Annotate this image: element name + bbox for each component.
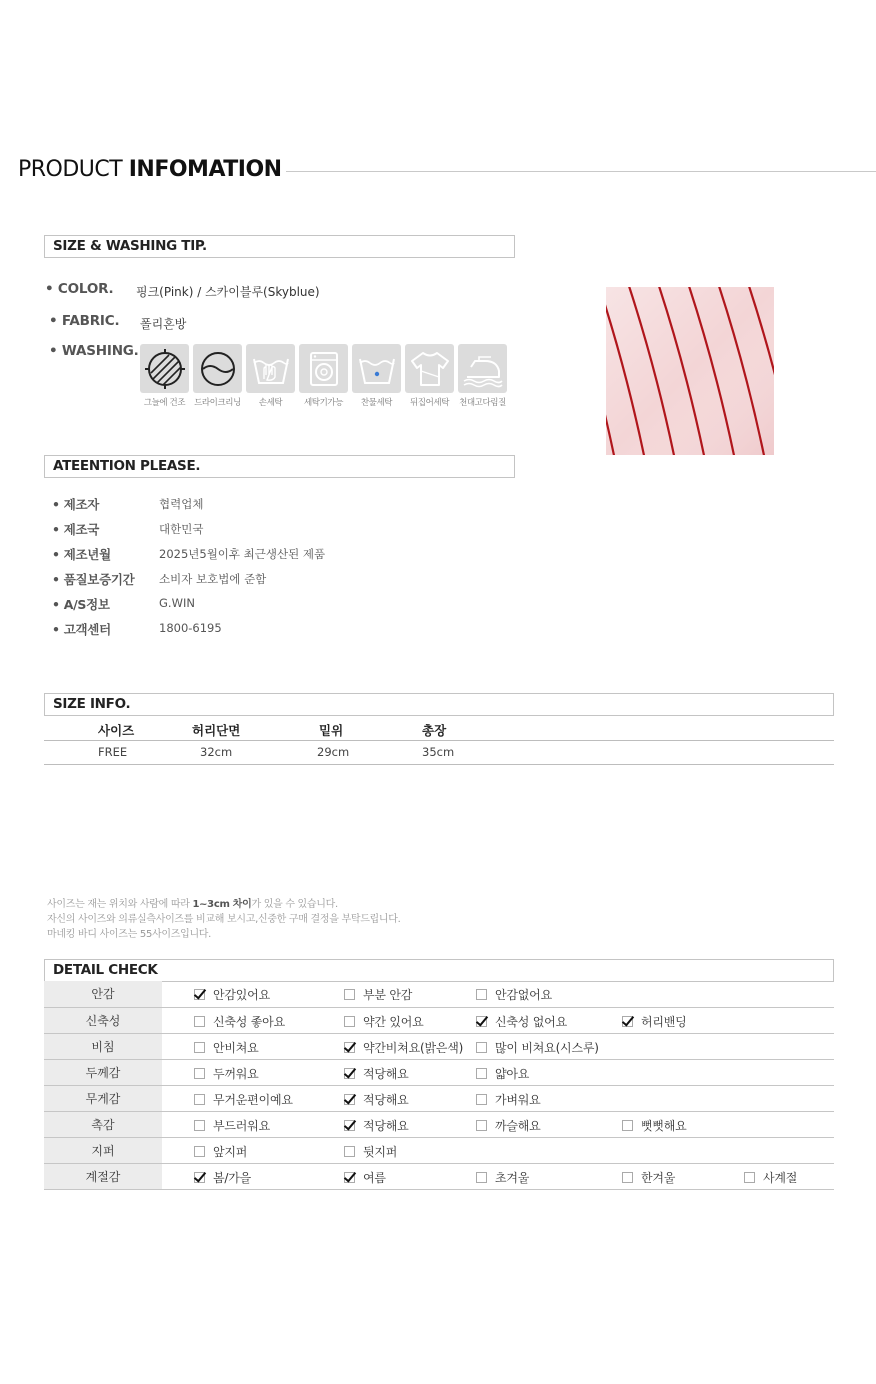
detail-check-row — [44, 1059, 834, 1085]
detail-check-option[interactable] — [194, 1091, 293, 1108]
note-emphasis: 1~3cm 차이 — [192, 899, 252, 910]
size-col-header: 허리단면 — [192, 723, 241, 738]
wash-caption: 그늘에 건조 — [143, 398, 186, 408]
detail-check-option-label: 부드러워요 — [213, 1118, 270, 1133]
detail-check-label: 지퍼 — [44, 1137, 162, 1163]
detail-check-label: 계절감 — [44, 1163, 162, 1189]
attention-value: 협력업체 — [159, 497, 204, 511]
detail-check-options — [162, 1111, 834, 1137]
attention-label: • 품질보증기간 — [52, 572, 135, 587]
size-note-line: 마네킹 바디 사이즈는 55사이즈입니다. — [47, 929, 212, 940]
detail-check-options — [162, 981, 834, 1007]
wash-caption: 찬물세탁 — [360, 398, 393, 408]
checkbox-empty-icon[interactable] — [622, 1120, 633, 1131]
washing-icon-list — [140, 344, 507, 408]
detail-check-option-label: 사계절 — [763, 1170, 798, 1185]
page-title-bold: INFOMATION — [128, 157, 282, 182]
detail-check-row — [44, 981, 834, 1007]
detail-check-option[interactable] — [476, 1117, 541, 1134]
size-info-heading: SIZE INFO. — [44, 693, 834, 716]
checkbox-empty-icon[interactable] — [344, 1016, 355, 1027]
checkbox-checked-icon[interactable] — [344, 1094, 355, 1105]
checkbox-checked-icon[interactable] — [344, 1120, 355, 1131]
checkbox-checked-icon[interactable] — [194, 1172, 205, 1183]
size-cell: 35cm — [422, 745, 455, 759]
detail-check-option-label: 신축성 좋아요 — [213, 1014, 285, 1029]
detail-check-option-label: 안감없어요 — [495, 988, 552, 1002]
checkbox-checked-icon[interactable] — [476, 1016, 487, 1027]
size-table — [44, 717, 834, 765]
checkbox-empty-icon[interactable] — [194, 1068, 205, 1079]
detail-check-option[interactable] — [194, 1169, 251, 1186]
size-col-header: 밑위 — [319, 723, 344, 738]
checkbox-empty-icon[interactable] — [476, 1172, 487, 1183]
detail-check-option-label: 부분 안감 — [363, 988, 413, 1002]
detail-check-option[interactable] — [344, 1117, 409, 1134]
cold-wash-icon — [352, 344, 401, 393]
detail-check-option[interactable] — [194, 986, 270, 1003]
detail-check-heading: DETAIL CHECK — [44, 959, 834, 982]
attention-value: 2025년5월이후 최근생산된 제품 — [159, 547, 326, 561]
detail-check-option-label: 앞지퍼 — [213, 1144, 248, 1159]
detail-check-option[interactable] — [622, 1117, 687, 1134]
size-table-row — [44, 741, 834, 765]
detail-check-row — [44, 1163, 834, 1189]
checkbox-empty-icon[interactable] — [476, 1094, 487, 1105]
detail-check-option[interactable] — [344, 1091, 409, 1108]
detail-check-option-label: 많이 비쳐요(시스루) — [495, 1040, 599, 1055]
wash-item-shade-dry — [140, 344, 189, 408]
page-title — [18, 157, 282, 182]
attention-label: • 제조자 — [52, 497, 100, 512]
dry-clean-icon — [193, 344, 242, 393]
checkbox-checked-icon[interactable] — [194, 989, 205, 1000]
attention-section-heading: ATEENTION PLEASE. — [44, 455, 515, 478]
size-col-header: 총장 — [422, 723, 447, 738]
detail-check-option-label: 신축성 없어요 — [495, 1014, 567, 1029]
size-notes — [47, 897, 401, 942]
detail-check-option-label: 두꺼워요 — [213, 1066, 259, 1081]
color-label: • COLOR. — [45, 281, 114, 297]
detail-check-option[interactable] — [476, 1091, 541, 1108]
detail-check-option[interactable] — [622, 1169, 675, 1186]
detail-check-option-label: 약간 있어요 — [363, 1014, 424, 1029]
wash-caption: 세탁기가능 — [303, 398, 344, 408]
detail-check-options — [162, 1137, 834, 1163]
attention-value: 대한민국 — [159, 522, 204, 536]
detail-check-option[interactable] — [194, 1117, 270, 1134]
wash-item-dry-clean — [193, 344, 242, 408]
attention-label: • A/S정보 — [52, 597, 110, 612]
detail-check-option-label: 뒷지퍼 — [363, 1144, 398, 1159]
detail-check-table — [44, 981, 834, 1190]
detail-check-options — [162, 1163, 834, 1189]
attention-label: • 제조국 — [52, 522, 100, 537]
detail-check-option[interactable] — [344, 986, 412, 1003]
detail-check-option-label: 적당해요 — [363, 1066, 409, 1081]
detail-check-label: 무게감 — [44, 1085, 162, 1111]
detail-check-option-label: 얇아요 — [495, 1066, 530, 1081]
checkbox-empty-icon[interactable] — [344, 989, 355, 1000]
detail-check-label: 촉감 — [44, 1111, 162, 1137]
detail-check-options — [162, 1059, 834, 1085]
size-cell: 29cm — [317, 745, 350, 759]
detail-check-option[interactable] — [344, 1039, 463, 1056]
detail-check-option[interactable] — [622, 1013, 687, 1030]
size-table-header — [44, 717, 834, 741]
detail-check-option[interactable] — [344, 1169, 386, 1186]
wash-item-inside-out — [405, 344, 454, 408]
size-note-line: 자신의 사이즈와 의류실측사이즈를 비교해 보시고,신중한 구매 결정을 부탁드립니다. — [47, 914, 401, 925]
detail-check-options — [162, 1007, 834, 1033]
attention-value: G.WIN — [159, 596, 195, 610]
hand-wash-icon — [246, 344, 295, 393]
detail-check-option[interactable] — [344, 1065, 409, 1082]
detail-check-option-label: 약간비쳐요(밝은색) — [363, 1040, 464, 1055]
detail-check-option-label: 뻣뻣해요 — [641, 1118, 687, 1133]
wash-item-machine-wash — [299, 344, 348, 408]
detail-check-option-label: 봄/가을 — [213, 1170, 252, 1185]
detail-check-option[interactable] — [194, 1143, 247, 1160]
note-text: 사이즈는 재는 위치와 사람에 따라 — [47, 899, 193, 910]
title-divider — [286, 171, 876, 172]
wash-caption: 뒤집어세탁 — [409, 398, 450, 408]
detail-check-label: 안감 — [44, 981, 162, 1007]
detail-check-option[interactable] — [476, 1039, 599, 1056]
attention-value: 1800-6195 — [159, 621, 222, 635]
checkbox-empty-icon[interactable] — [476, 1042, 487, 1053]
washing-section-heading: SIZE & WASHING TIP. — [44, 235, 515, 258]
detail-check-option[interactable] — [344, 1143, 397, 1160]
detail-check-option[interactable] — [476, 1065, 529, 1082]
checkbox-empty-icon[interactable] — [194, 1016, 205, 1027]
checkbox-empty-icon[interactable] — [744, 1172, 755, 1183]
checkbox-empty-icon[interactable] — [622, 1172, 633, 1183]
detail-check-row — [44, 1007, 834, 1033]
checkbox-empty-icon[interactable] — [194, 1094, 205, 1105]
checkbox-empty-icon[interactable] — [476, 1120, 487, 1131]
detail-check-option-label: 무거운편이예요 — [213, 1092, 293, 1107]
color-value: 핑크(Pink) / 스카이블루(Skyblue) — [136, 285, 320, 299]
detail-check-option-label: 안비쳐요 — [213, 1040, 259, 1055]
detail-check-option[interactable] — [344, 1013, 424, 1030]
fabric-swatch-image — [606, 287, 774, 455]
detail-check-option-label: 가벼워요 — [495, 1092, 541, 1107]
detail-check-row — [44, 1111, 834, 1137]
wash-item-cold-wash — [352, 344, 401, 408]
machine-wash-icon — [299, 344, 348, 393]
checkbox-empty-icon[interactable] — [344, 1146, 355, 1157]
washing-label: • WASHING. — [49, 343, 139, 359]
detail-check-label: 두께감 — [44, 1059, 162, 1085]
size-cell: 32cm — [200, 745, 233, 759]
checkbox-empty-icon[interactable] — [194, 1120, 205, 1131]
detail-check-option[interactable] — [194, 1039, 259, 1056]
inside-out-icon — [405, 344, 454, 393]
checkbox-checked-icon[interactable] — [622, 1016, 633, 1027]
checkbox-checked-icon[interactable] — [344, 1042, 355, 1053]
checkbox-empty-icon[interactable] — [476, 1068, 487, 1079]
detail-check-option-label: 여름 — [363, 1170, 386, 1185]
detail-check-option-label: 한겨울 — [641, 1170, 676, 1185]
size-note-line — [47, 897, 401, 912]
size-cell: FREE — [98, 745, 128, 759]
shade-dry-icon — [140, 344, 189, 393]
detail-check-option-label: 초겨울 — [495, 1170, 530, 1185]
iron-cloth-icon — [458, 344, 507, 393]
detail-check-options — [162, 1033, 834, 1059]
checkbox-empty-icon[interactable] — [194, 1146, 205, 1157]
note-text: 가 있을 수 있습니다. — [251, 899, 338, 910]
detail-check-option-label: 적당해요 — [363, 1118, 409, 1133]
checkbox-checked-icon[interactable] — [344, 1068, 355, 1079]
wash-caption: 천대고다림질 — [459, 398, 506, 408]
size-col-header: 사이즈 — [98, 723, 135, 738]
detail-check-option[interactable] — [476, 986, 552, 1003]
detail-check-option[interactable] — [476, 1013, 567, 1030]
detail-check-row — [44, 1085, 834, 1111]
fabric-value: 폴리혼방 — [140, 317, 187, 331]
detail-check-option-label: 적당해요 — [363, 1092, 409, 1107]
attention-value: 소비자 보호법에 준함 — [159, 572, 267, 586]
detail-check-label: 신축성 — [44, 1007, 162, 1033]
checkbox-empty-icon[interactable] — [476, 989, 487, 1000]
wash-caption: 손세탁 — [258, 398, 283, 408]
checkbox-checked-icon[interactable] — [344, 1172, 355, 1183]
page-title-light: PRODUCT — [18, 157, 129, 182]
wash-item-iron-cloth — [458, 344, 507, 408]
detail-check-option-label: 까슬해요 — [495, 1118, 541, 1133]
attention-label: • 제조년월 — [52, 547, 111, 562]
detail-check-options — [162, 1085, 834, 1111]
checkbox-empty-icon[interactable] — [194, 1042, 205, 1053]
detail-check-option[interactable] — [194, 1013, 285, 1030]
wash-item-hand-wash — [246, 344, 295, 408]
detail-check-option[interactable] — [476, 1169, 529, 1186]
fabric-label: • FABRIC. — [49, 313, 120, 329]
detail-check-row — [44, 1033, 834, 1059]
detail-check-label: 비침 — [44, 1033, 162, 1059]
wash-caption: 드라이크리닝 — [194, 398, 241, 408]
attention-label: • 고객센터 — [52, 622, 111, 637]
detail-check-option[interactable] — [744, 1169, 797, 1186]
detail-check-option-label: 허리밴딩 — [641, 1014, 687, 1029]
detail-check-row — [44, 1137, 834, 1163]
detail-check-option-label: 안감있어요 — [213, 988, 270, 1002]
detail-check-option[interactable] — [194, 1065, 259, 1082]
